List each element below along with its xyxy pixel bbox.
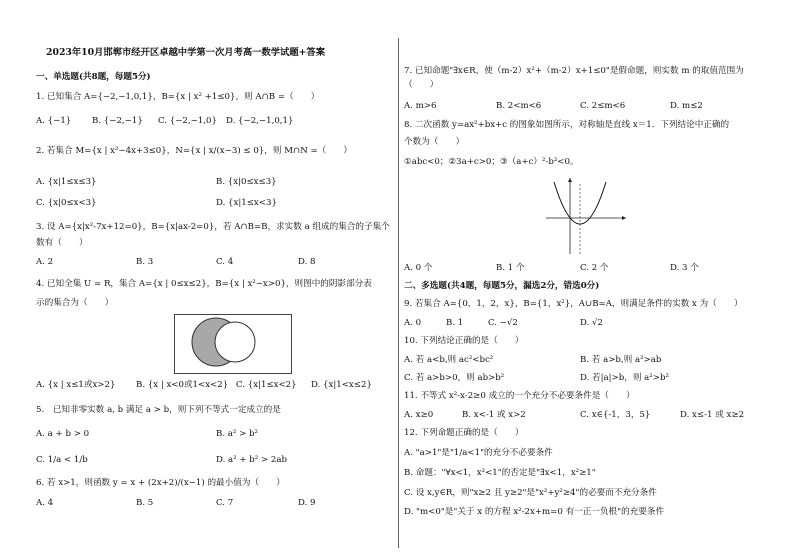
q1-option-c: C. {−2,−1,0} [158, 116, 217, 126]
document-title: 2023年10月邯郸市经开区卓越中学第一次月考高一数学试题+答案 [46, 47, 326, 58]
q10-option-c: C. 若 a>b>0，则 ab>b² [404, 373, 505, 383]
question-7-line-2: （ ） [404, 80, 439, 90]
q3-option-a: A. 2 [36, 257, 54, 267]
q11-option-a: A. x≥0 [404, 410, 434, 420]
question-7: 7. 已知命题"∃x∈R，使（m-2）x²+（m-2）x+1≤0"是假命题，则实数 m 的取值范围为 [404, 66, 744, 76]
q11-option-b: B. x<-1 或 x>2 [462, 410, 526, 420]
question-2: 2. 若集合 M={x | x²−4x+3≤0}，N={x | x/(x−3) ≤ 0}，则 M∩N =（ ） [36, 146, 353, 156]
q7-option-d: D. m≤2 [670, 101, 703, 111]
q7-option-c: C. 2≤m<6 [580, 101, 626, 111]
section-multiple-choice: 二、多选题(共4题，每题5分，漏选2分，错选0分) [404, 281, 600, 291]
q3-option-b: B. 3 [136, 257, 154, 267]
question-11: 11. 不等式 x²-x-2≥0 成立的一个充分不必要条件是（ ） [404, 391, 635, 401]
q7-option-a: A. m>6 [404, 101, 437, 111]
q1-option-a: A. {−1} [36, 116, 72, 126]
q8-option-d: D. 3 个 [670, 263, 699, 273]
q11-option-d: D. x≤-1 或 x≥2 [680, 410, 745, 420]
q9-option-b: B. 1 [446, 318, 464, 328]
q4-option-b: B. {x | x<0或1<x<2} [136, 380, 229, 390]
q4-option-c: C. {x|1≤x<2} [236, 380, 297, 390]
question-8-line-2: 个数为（ ） [404, 137, 465, 147]
question-3-line-2: 数有（ ） [36, 238, 88, 248]
parabola-graph [540, 174, 630, 258]
q5-option-d: D. a² + b² > 2ab [216, 455, 287, 465]
venn-diagram [174, 314, 292, 374]
q10-option-d: D. 若|a|>b，则 a²>b² [580, 373, 669, 383]
question-8-line-1: 8. 二次函数 y=ax²+bx+c 的图象如图所示，对称轴是直线 x＝1．下列结论中正确的 [404, 120, 730, 130]
question-4-line-1: 4. 已知全集 U = R，集合 A={x | 0≤x≤2}，B={x | x²−x>0}，则图中的阴影部分表 [36, 279, 372, 289]
set-b-circle [215, 322, 255, 362]
q2-option-d: D. {x|1≤x<3} [216, 198, 277, 208]
q12-option-b: B. 命题："∀x<1，x²<1"的否定是"∃x<1，x²≥1" [404, 468, 596, 478]
question-1: 1. 已知集合 A={−2,−1,0,1}，B={x | x² +1≤0}，则 A∩B =（ ） [36, 92, 320, 102]
q10-option-b: B. 若 a>b,则 a²>ab [580, 355, 662, 365]
q9-option-d: D. √2 [580, 318, 603, 328]
q4-option-a: A. {x | x≤1或x>2} [36, 380, 116, 390]
q8-option-a: A. 0 个 [404, 263, 433, 273]
q6-option-b: B. 5 [136, 498, 154, 508]
q8-option-b: B. 1 个 [496, 263, 525, 273]
question-6: 6. 若 x>1，则函数 y = x + (2x+2)/(x−1) 的最小值为（ ） [36, 478, 285, 488]
q6-option-a: A. 4 [36, 498, 54, 508]
q12-option-c: C. 设 x,y∈R，则"x≥2 且 y≥2"是"x²+y²≥4"的必要而不充分条件 [404, 488, 657, 498]
q3-option-d: D. 8 [298, 257, 316, 267]
q5-option-b: B. a² > b² [216, 429, 258, 439]
q10-option-a: A. 若 a<b,则 ac²<bc² [404, 355, 494, 365]
q12-option-d: D. "m<0"是"关于 x 的方程 x²-2x+m=0 有一正一负根"的充要条件 [404, 507, 665, 517]
q1-option-d: D. {−2,−1,0,1} [226, 116, 294, 126]
q2-option-b: B. {x|0≤x≤3} [216, 177, 277, 187]
q11-option-c: C. x∈{-1，3，5} [580, 410, 651, 420]
question-8-statements: ①abc<0；②3a+c>0；③（a+c）²-b²<0。 [404, 157, 579, 167]
q1-option-b: B. {−2,−1} [92, 116, 143, 126]
question-9: 9. 若集合 A={0，1，2，x}，B={1，x²}，A∪B=A，则满足条件的实数 x 为（ ） [404, 299, 743, 309]
q6-option-c: C. 7 [216, 498, 234, 508]
q5-option-c: C. 1/a < 1/b [36, 455, 88, 465]
q7-option-b: B. 2<m<6 [496, 101, 542, 111]
column-divider [398, 38, 399, 548]
q9-option-c: C. −√2 [488, 318, 518, 328]
q2-option-c: C. {x|0≤x<3} [36, 198, 97, 208]
q12-option-a: A. "a>1"是"1/a<1"的充分不必要条件 [404, 448, 553, 458]
q2-option-a: A. {x|1≤x≤3} [36, 177, 97, 187]
q6-option-d: D. 9 [298, 498, 316, 508]
question-4-line-2: 示的集合为（ ） [36, 298, 114, 308]
question-5: 5. 已知非零实数 a, b 满足 a > b，则下列不等式一定成立的是 [36, 405, 281, 415]
question-3-line-1: 3. 设 A={x|x²-7x+12=0}，B={x|ax-2=0}，若 A∩B=B，求实数 a 组成的集合的子集个 [36, 222, 390, 232]
q9-option-a: A. 0 [404, 318, 422, 328]
q3-option-c: C. 4 [216, 257, 234, 267]
q5-option-a: A. a + b > 0 [36, 429, 90, 439]
question-12: 12. 下列命题正确的是（ ） [404, 428, 524, 438]
section-single-choice: 一、单选题(共8题，每题5分) [36, 72, 151, 82]
question-10: 10. 下列结论正确的是（ ） [404, 336, 524, 346]
q8-option-c: C. 2 个 [580, 263, 609, 273]
q4-option-d: D. {x|1<x≤2} [311, 380, 372, 390]
